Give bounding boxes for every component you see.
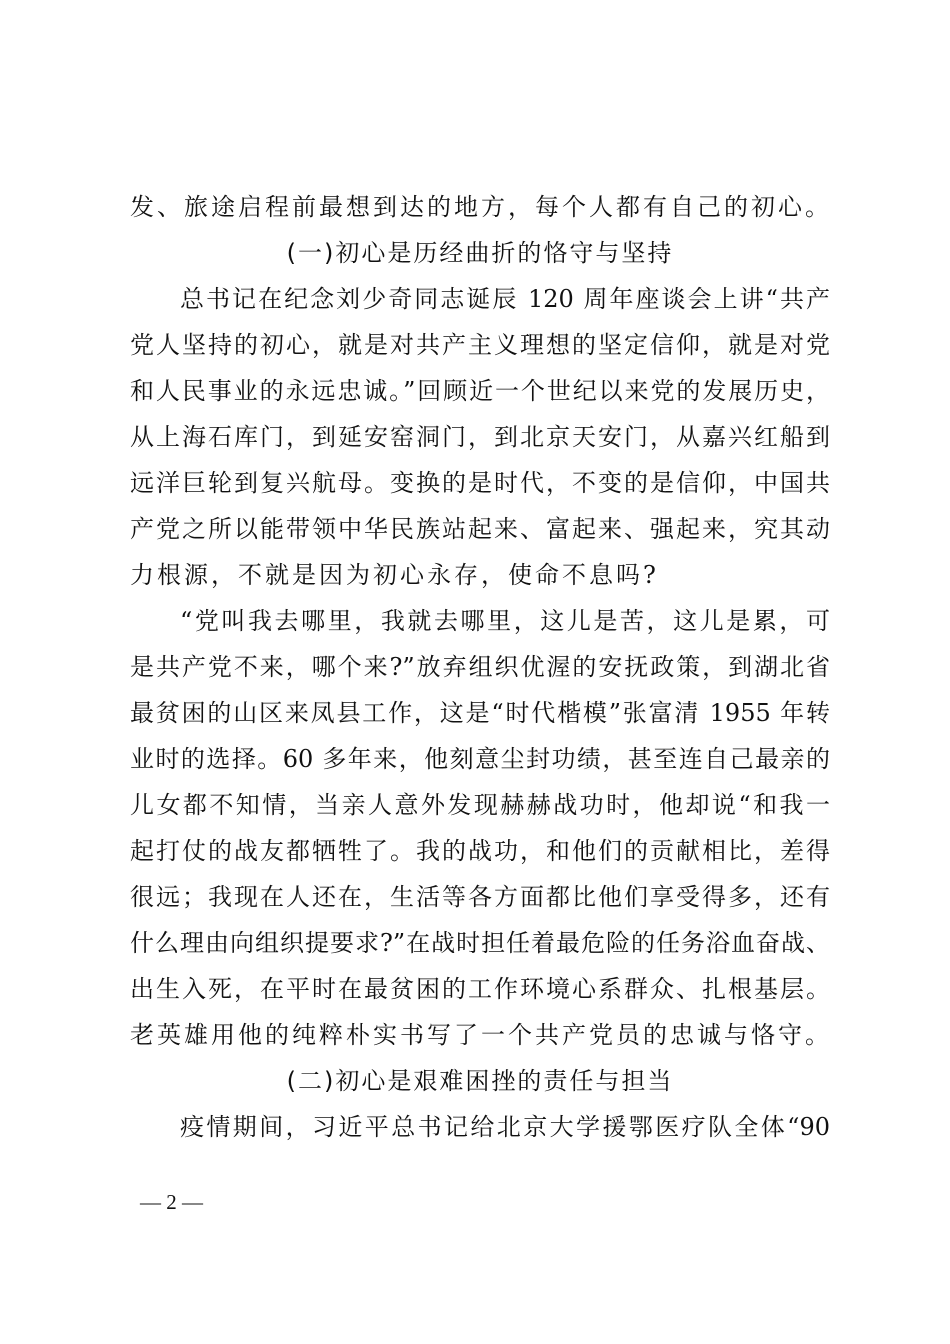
text-line: 什么理由向组织提要求?”在战时担任着最危险的任务浴血奋战、 xyxy=(130,929,830,957)
text-line: 党人坚持的初心，就是对共产主义理想的坚定信仰，就是对党 xyxy=(130,331,830,359)
text-line: “党叫我去哪里，我就去哪里，这儿是苦，这儿是累，可 xyxy=(180,607,830,635)
text-line: 远洋巨轮到复兴航母。变换的是时代，不变的是信仰，中国共 xyxy=(130,469,830,497)
text-line: 总书记在纪念刘少奇同志诞辰 120 周年座谈会上讲“共产 xyxy=(180,285,830,313)
page-number: — 2 — xyxy=(140,1190,203,1214)
text-line: 儿女都不知情，当亲人意外发现赫赫战功时，他却说“和我一 xyxy=(130,791,830,819)
text-line: 力根源，不就是因为初心永存，使命不息吗? xyxy=(130,561,659,589)
section-heading-1: (一)初心是历经曲折的恪守与坚持 xyxy=(286,239,674,267)
text-line: 业时的选择。60 多年来，他刻意尘封功绩，甚至连自己最亲的 xyxy=(130,745,830,773)
text-line: 很远；我现在人还在，生活等各方面都比他们享受得多，还有 xyxy=(130,883,830,911)
body-text xyxy=(130,184,830,1150)
text-line: 出生入死，在平时在最贫困的工作环境心系群众、扎根基层。 xyxy=(130,975,830,1003)
section-heading-2: (二)初心是艰难困挫的责任与担当 xyxy=(286,1067,674,1095)
text-line: 和人民事业的永远忠诚。”回顾近一个世纪以来党的发展历史， xyxy=(130,377,830,405)
text-line: 产党之所以能带领中华民族站起来、富起来、强起来，究其动 xyxy=(130,515,830,543)
text-line: 起打仗的战友都牺牲了。我的战功，和他们的贡献相比，差得 xyxy=(130,837,830,865)
text-line: 从上海石库门，到延安窑洞门，到北京天安门，从嘉兴红船到 xyxy=(130,423,830,451)
text-line: 疫情期间，习近平总书记给北京大学援鄂医疗队全体“90 xyxy=(180,1113,830,1141)
text-line: 最贫困的山区来凤县工作，这是“时代楷模”张富清 1955 年转 xyxy=(130,699,830,727)
text-line: 发、旅途启程前最想到达的地方，每个人都有自己的初心。 xyxy=(130,193,832,221)
text-line: 老英雄用他的纯粹朴实书写了一个共产党员的忠诚与恪守。 xyxy=(130,1021,832,1049)
text-line: 是共产党不来，哪个来?”放弃组织优渥的安抚政策，到湖北省 xyxy=(130,653,830,681)
